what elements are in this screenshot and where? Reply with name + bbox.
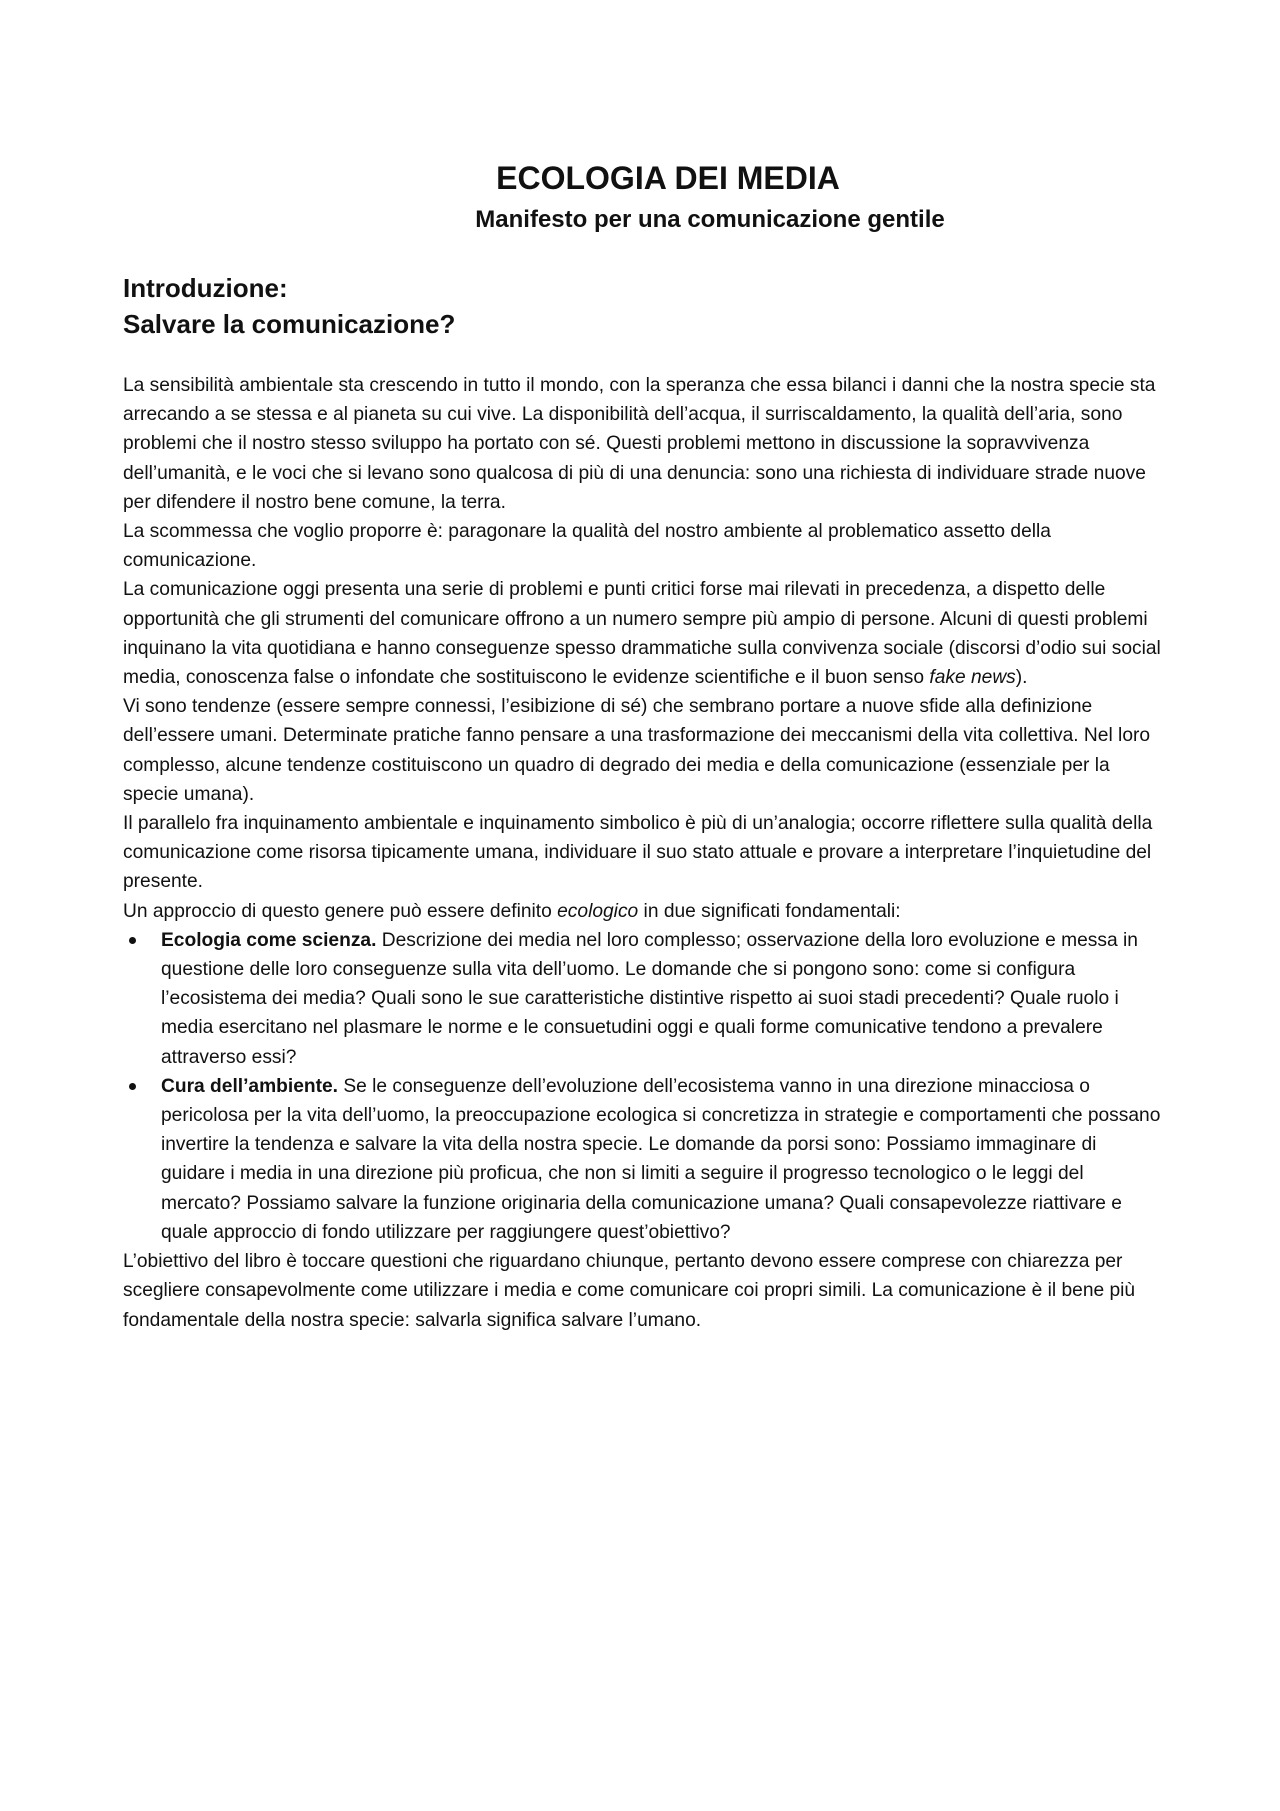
bullet-list	[123, 926, 1163, 1247]
paragraph-6-text: Un approccio di questo genere può essere definito	[123, 900, 558, 922]
paragraph-3-end: ).	[1015, 667, 1028, 689]
paragraph-1: La sensibilità ambientale sta crescendo in tutto il mondo, con la speranza che essa bilanci i danni che la nostra specie sta arrecando a se stessa e al pianeta su cui vive. La disponibilità dell’acqua, il surriscaldamento, la qualità dell’aria, sono problemi che il nostro stesso sviluppo ha portato con sé. Questi problemi mettono in discussione la sopravvivenza dell’umanità, e le voci che si levano sono qualcosa di più di una denuncia: sono una richiesta di individuare strade nuove per difendere il nostro bene comune, la terra.	[123, 375, 1156, 513]
paragraph-6	[123, 897, 1163, 926]
paragraph-3	[123, 575, 1163, 692]
section-heading-line-2: Salvare la comunicazione?	[123, 309, 456, 339]
document-title: ECOLOGIA DEI MEDIA	[496, 160, 840, 196]
ecologico-term: ecologico	[557, 900, 639, 922]
paragraph-5: Il parallelo fra inquinamento ambientale e inquinamento simbolico è più di un’analogia; occorre riflettere sulla qualità della comunicazione come risorsa tipicamente umana, individuare il suo stato attuale e provare a interpretare l’inquietudine del presente.	[123, 813, 1153, 893]
paragraph-6-end: in due significati fondamentali:	[638, 900, 901, 922]
section-heading	[123, 270, 455, 342]
bullet-icon	[129, 1083, 136, 1090]
paragraph-2: La scommessa che voglio proporre è: paragonare la qualità del nostro ambiente al problematico assetto della comunicazione.	[123, 521, 1051, 572]
list-item	[123, 926, 1163, 1072]
bullet-text: Se le conseguenze dell’evoluzione dell’ecosistema vanno in una direzione minacciosa o pericolosa per la vita dell’uomo, la preoccupazione ecologica si concretizza in strategie e comportamenti che possano invertire la tendenza e salvare la vita della nostra specie. Le domande da porsi sono: Possiamo immaginare di guidare i media in una direzione più proficua, che non si limiti a seguire il progresso tecnologico o le leggi del mercato? Possiamo salvare la funzione originaria della comunicazione umana? Quali consapevolezze riattivare e quale approccio di fondo utilizzare per raggiungere quest’obiettivo?	[161, 1075, 1161, 1243]
bullet-label: Cura dell’ambiente.	[161, 1075, 338, 1097]
document-subtitle: Manifesto per una comunicazione gentile	[475, 206, 945, 233]
closing-paragraph: L’obiettivo del libro è toccare questioni che riguardano chiunque, pertanto devono essere comprese con chiarezza per scegliere consapevolmente come utilizzare i media e come comunicare coi propri simili. La comunicazione è il bene più fondamentale della nostra specie: salvarla significa salvare l’umano.	[123, 1251, 1136, 1331]
body-text	[123, 371, 1163, 1335]
section-heading-line-1: Introduzione:	[123, 273, 288, 303]
fake-news-term: fake news	[929, 667, 1016, 689]
paragraph-4: Vi sono tendenze (essere sempre connessi, l’esibizione di sé) che sembrano portare a nuove sfide alla definizione dell’essere umani. Determinate pratiche fanno pensare a una trasformazione dei meccanismi della vita collettiva. Nel loro complesso, alcune tendenze costituiscono un quadro di degrado dei media e della comunicazione (essenziale per la specie umana).	[123, 696, 1151, 805]
bullet-text: Descrizione dei media nel loro complesso; osservazione della loro evoluzione e messa in questione delle loro conseguenze sulla vita dell’uomo. Le domande che si pongono sono: come si configura l’ecosistema dei media? Quali sono le sue caratteristiche distintive rispetto ai suoi stadi precedenti? Quale ruolo i media esercitano nel plasmare le norme e le consuetudini oggi e quali forme comunicative tendono a prevalere attraverso essi?	[161, 929, 1138, 1068]
paragraph-3-text: La comunicazione oggi presenta una serie di problemi e punti critici forse mai rilevati in precedenza, a dispetto delle opportunità che gli strumenti del comunicare offrono a un numero sempre più ampio di persone. Alcuni di questi problemi inquinano la vita quotidiana e hanno conseguenze spesso drammatiche sulla convivenza sociale (discorsi d’odio sui social media, conoscenza false o infondate che sostituiscono le evidenze scientifiche e il buon senso	[123, 579, 1161, 689]
bullet-icon	[129, 937, 136, 944]
list-item	[123, 1072, 1163, 1247]
bullet-label: Ecologia come scienza.	[161, 929, 377, 951]
